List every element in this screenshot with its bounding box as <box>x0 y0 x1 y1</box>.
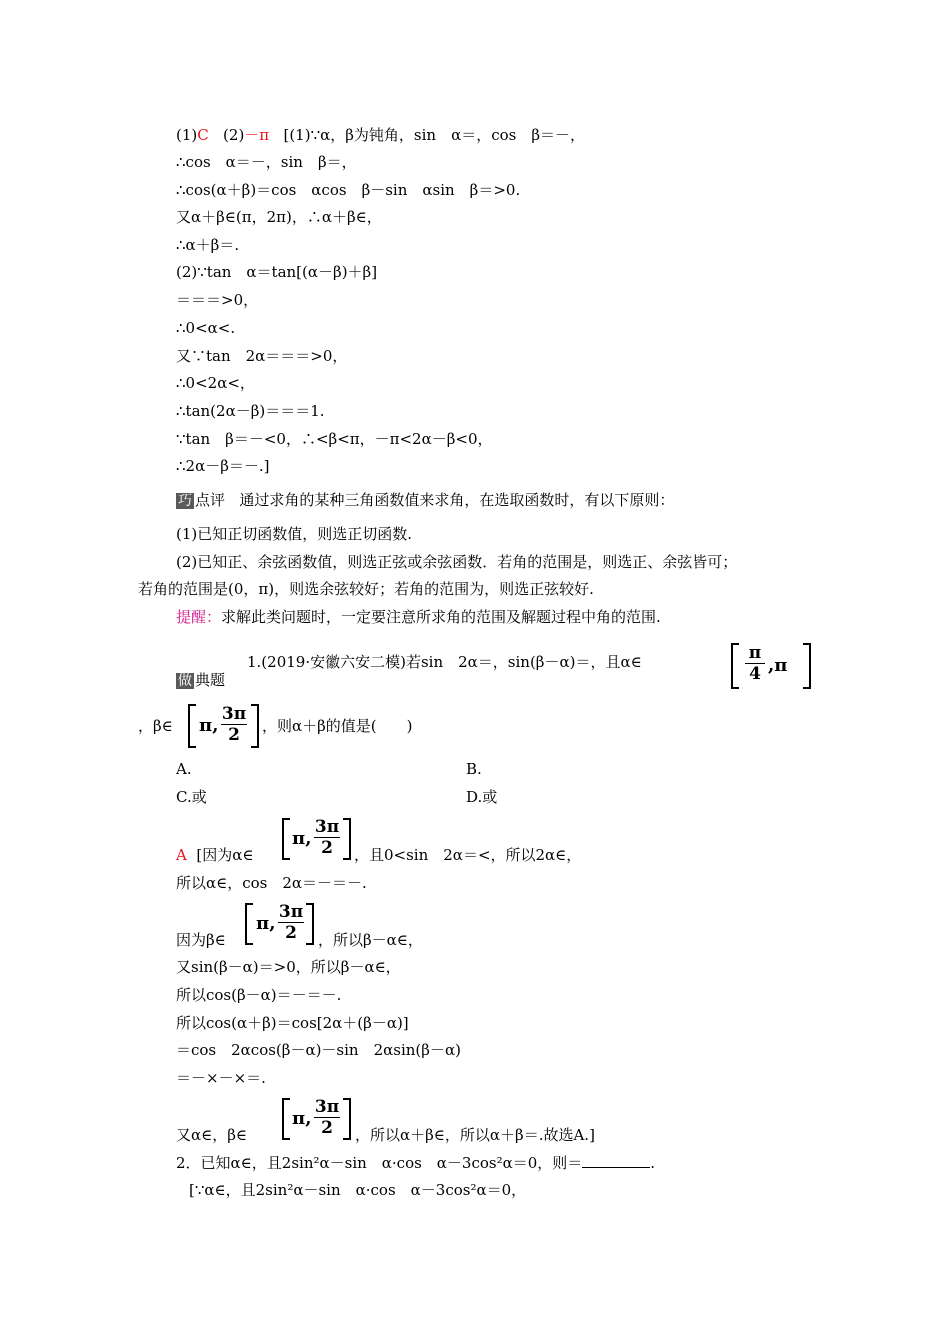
answer-line-6: 所以cos(α＋β)＝cos[2α＋(β－α)] <box>176 1014 409 1032</box>
right-bracket <box>343 818 351 860</box>
question-2-answer: [∵α∈，且2sin²α－sin α·cos α－3cos²α＝0， <box>189 1181 527 1199</box>
answer-line-1a: A [因为α∈ <box>176 846 254 864</box>
ans1-label: (1) <box>176 126 198 144</box>
option-d: D.或 <box>466 788 498 806</box>
question-1: 1.(2019·安徽六安二模)若sin 2α＝，sin(β－α)＝，且α∈ <box>247 653 642 671</box>
fraction-3pi-over-2: 3π 2 <box>314 1097 340 1138</box>
tip-label: 提醒： <box>176 608 222 626</box>
fraction-3pi-over-2: 3π 2 <box>221 704 247 745</box>
answer-letter: A <box>176 846 187 864</box>
line-1-rest: [(1)∵α，β为钝角，sin α＝，cos β＝－， <box>283 126 586 144</box>
right-bracket <box>803 643 811 689</box>
line-13: ∴2α－β＝－.] <box>176 457 270 475</box>
fraction-3pi-over-2: 3π 2 <box>314 817 340 858</box>
pi-symbol: π, <box>292 1108 312 1129</box>
line-8: ∴0<α<. <box>176 319 236 337</box>
question-2: 2．已知α∈，且2sin²α－sin α·cos α－3cos²α＝0，则＝ . <box>176 1154 656 1172</box>
answer-line-7: ＝cos 2αcos(β－α)－sin 2αsin(β－α) <box>176 1041 461 1059</box>
answer-line-5: 所以cos(β－α)＝－＝－. <box>176 986 342 1004</box>
exercise-label: 典题 <box>195 671 226 689</box>
line-7: ＝＝＝>0， <box>176 291 259 309</box>
answer-line-9a: 又α∈，β∈ <box>176 1126 248 1144</box>
answer-c: C <box>197 126 209 144</box>
line-12: ∵tan β＝－<0，∴<β<π，－π<2α－β<0， <box>176 430 493 448</box>
frac-den: 4 <box>749 664 761 684</box>
line-11: ∴tan(2α－β)＝＝＝1. <box>176 402 325 420</box>
line-1 <box>176 125 585 145</box>
frac-num: π <box>748 643 762 663</box>
fraction-pi-over-4 <box>745 644 765 683</box>
right-bracket <box>343 1098 351 1140</box>
tip-text: 求解此类问题时，一定要注意所求角的范围及解题过程中角的范围. <box>221 608 661 626</box>
exercise-tag <box>176 670 225 690</box>
review-text: 通过求角的某种三角函数值来求角，在选取函数时，有以下原则： <box>239 491 675 509</box>
line-9: 又∵tan 2α＝＝＝>0， <box>176 347 348 365</box>
answer-line-1b: ，且0<sin 2α＝<，所以2α∈， <box>354 846 582 864</box>
option-b: B. <box>466 760 482 778</box>
fraction-3pi-over-2: 3π 2 <box>278 902 304 943</box>
answer-line-3a: 因为β∈ <box>176 931 226 949</box>
answer-line-3b: ，所以β－α∈， <box>318 931 423 949</box>
review-badge: 巧 <box>178 493 192 509</box>
review-point-2a: (2)已知正、余弦函数值，则选正弦或余弦函数．若角的范围是，则选正、余弦皆可； <box>176 553 738 571</box>
review-label: 点评 <box>195 491 226 509</box>
ans2-label: (2) <box>223 126 245 144</box>
left-bracket <box>731 643 739 689</box>
exercise-badge: 做 <box>178 673 192 689</box>
answer-line-9b: ，所以α＋β∈，所以α＋β＝.故选A.] <box>355 1126 595 1144</box>
option-c: C.或 <box>176 788 207 806</box>
line-2: ∴cos α＝－，sin β＝， <box>176 153 357 171</box>
review-tag <box>176 490 225 510</box>
line-5: ∴α＋β＝. <box>176 236 240 254</box>
question-1-cont-b: ，则α＋β的值是( ) <box>262 717 413 735</box>
answer-line-2: 所以α∈，cos 2α＝－＝－. <box>176 874 367 892</box>
answer-neg-pi: －π <box>244 126 270 144</box>
pi-symbol: π, <box>199 715 219 736</box>
review-line <box>176 490 674 510</box>
tip-line <box>176 607 661 627</box>
pi-symbol: π, <box>292 828 312 849</box>
line-3: ∴cos(α＋β)＝cos αcos β－sin αsin β＝>0. <box>176 181 521 199</box>
left-bracket <box>188 704 196 748</box>
comma-pi: ,π <box>768 655 788 676</box>
review-point-2b: 若角的范围是(0，π)，则选余弦较好；若角的范围为，则选正弦较好. <box>138 580 594 598</box>
line-4: 又α＋β∈(π，2π)，∴α＋β∈， <box>176 208 382 226</box>
left-bracket <box>245 903 253 945</box>
answer-line-4: 又sin(β－α)＝>0，所以β－α∈， <box>176 958 401 976</box>
left-bracket <box>282 1098 290 1140</box>
line-10: ∴0<2α<， <box>176 374 255 392</box>
answer-blank <box>582 1153 650 1168</box>
right-bracket <box>251 704 259 748</box>
question-1-cont-a: ，β∈ <box>138 717 173 735</box>
answer-line-8: ＝－×－×＝. <box>176 1069 266 1087</box>
left-bracket <box>282 818 290 860</box>
right-bracket <box>306 903 314 945</box>
pi-symbol: π, <box>256 913 276 934</box>
review-point-1: (1)已知正切函数值，则选正切函数. <box>176 525 413 543</box>
option-a: A. <box>176 760 192 778</box>
line-6: (2)∵tan α＝tan[(α－β)＋β] <box>176 263 378 281</box>
